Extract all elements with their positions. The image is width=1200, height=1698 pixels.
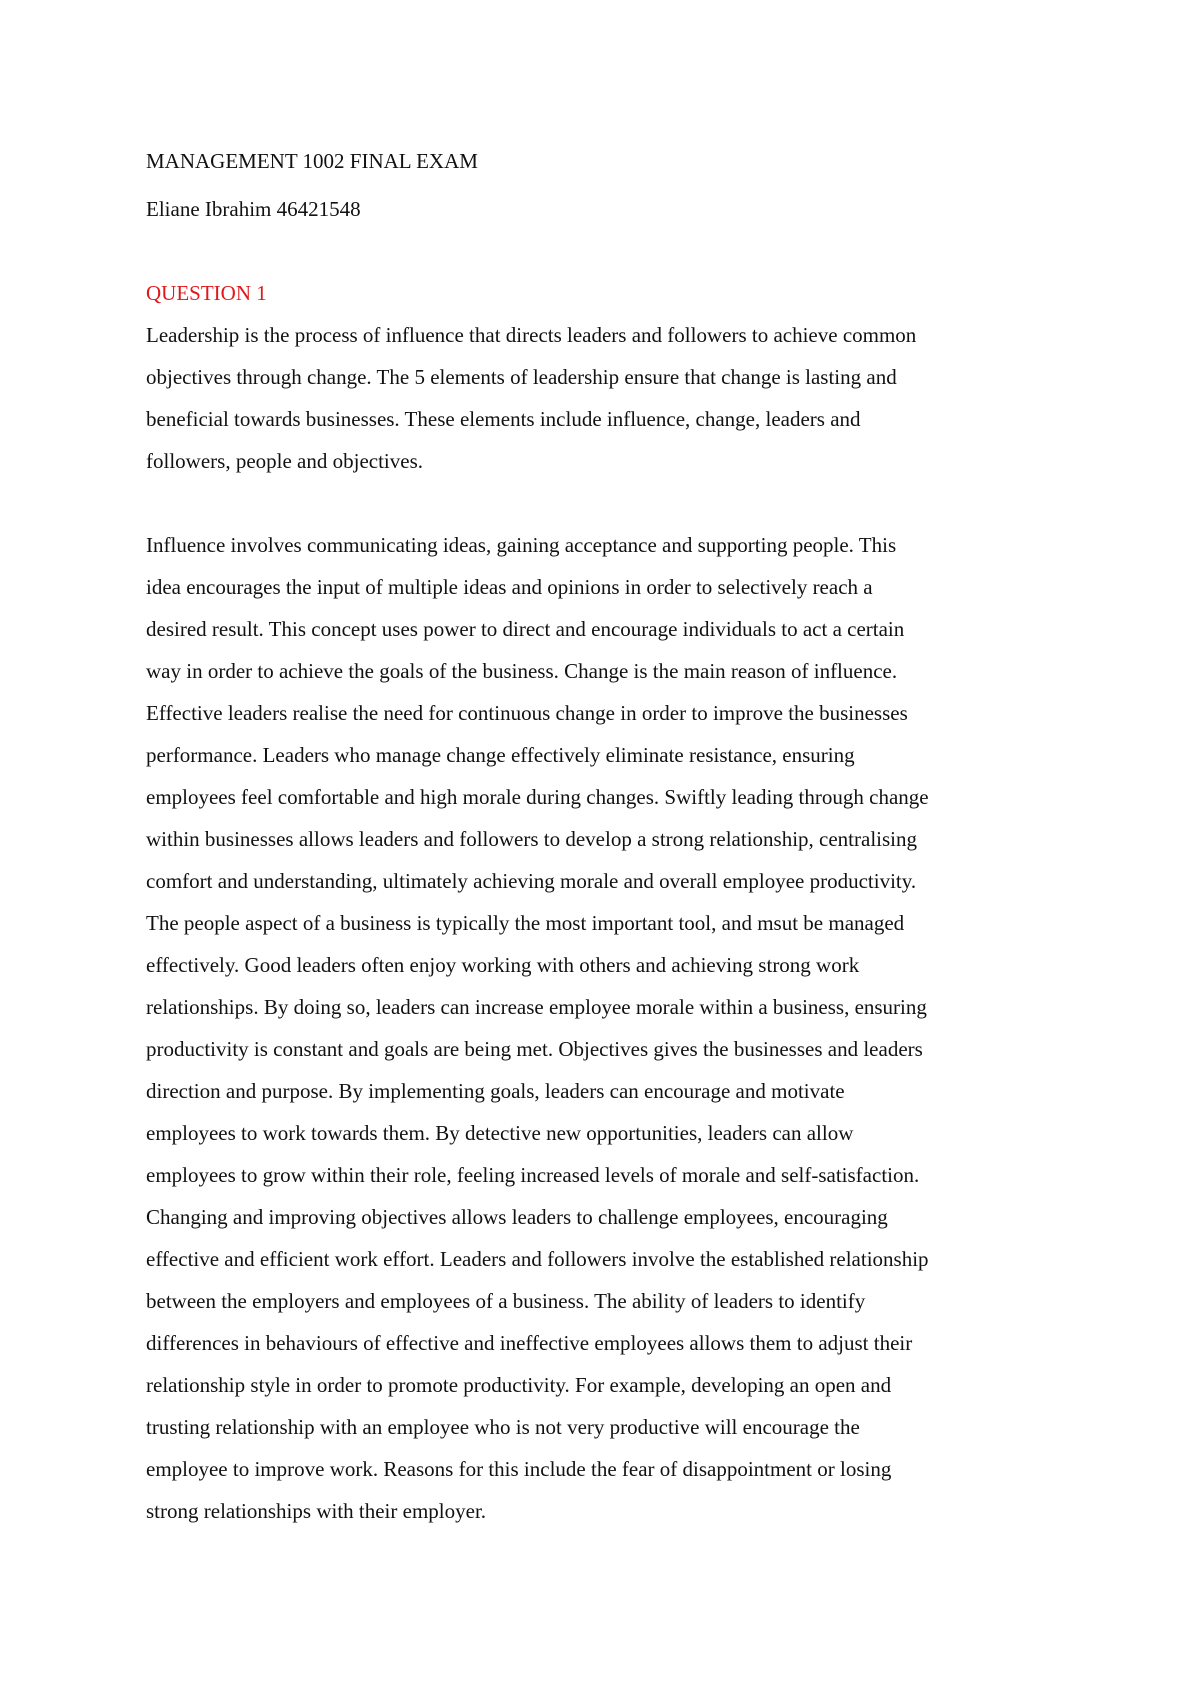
- text-line: desired result. This concept uses power to direct and encourage individuals to act a certain: [146, 617, 905, 641]
- text-line: employees feel comfortable and high morale during changes. Swiftly leading through change: [146, 785, 929, 809]
- text-line: differences in behaviours of effective and ineffective employees allows them to adjust their: [146, 1331, 913, 1355]
- text-line: employees to grow within their role, feeling increased levels of morale and self-satisfaction.: [146, 1163, 920, 1187]
- paragraph-1: [146, 314, 1066, 482]
- text-line: employees to work towards them. By detective new opportunities, leaders can allow: [146, 1121, 854, 1145]
- document-content: [146, 140, 1066, 1532]
- text-line: idea encourages the input of multiple ideas and opinions in order to selectively reach a: [146, 575, 873, 599]
- text-line: followers, people and objectives.: [146, 449, 423, 473]
- text-line: direction and purpose. By implementing goals, leaders can encourage and motivate: [146, 1079, 845, 1103]
- exam-title: MANAGEMENT 1002 FINAL EXAM: [146, 149, 478, 173]
- text-line: trusting relationship with an employee who is not very productive will encourage the: [146, 1415, 860, 1439]
- text-line: strong relationships with their employer.: [146, 1499, 487, 1523]
- text-line: productivity is constant and goals are being met. Objectives gives the businesses and leaders: [146, 1037, 923, 1061]
- text-line: objectives through change. The 5 elements of leadership ensure that change is lasting and: [146, 365, 897, 389]
- text-line: way in order to achieve the goals of the business. Change is the main reason of influence.: [146, 659, 898, 683]
- student-name-id: Eliane Ibrahim 46421548: [146, 197, 361, 221]
- text-line: Effective leaders realise the need for continuous change in order to improve the businesses: [146, 701, 908, 725]
- text-line: Leadership is the process of influence that directs leaders and followers to achieve common: [146, 323, 917, 347]
- text-line: Influence involves communicating ideas, gaining acceptance and supporting people. This: [146, 533, 897, 557]
- text-line: beneficial towards businesses. These elements include influence, change, leaders and: [146, 407, 861, 431]
- text-line: comfort and understanding, ultimately achieving morale and overall employee productivity.: [146, 869, 917, 893]
- text-line: employee to improve work. Reasons for this include the fear of disappointment or losing: [146, 1457, 892, 1481]
- text-line: The people aspect of a business is typically the most important tool, and msut be managed: [146, 911, 905, 935]
- question-heading: QUESTION 1: [146, 281, 267, 305]
- text-line: Changing and improving objectives allows leaders to challenge employees, encouraging: [146, 1205, 888, 1229]
- text-line: between the employers and employees of a business. The ability of leaders to identify: [146, 1289, 866, 1313]
- text-line: effective and efficient work effort. Leaders and followers involve the established relationship: [146, 1247, 929, 1271]
- text-line: within businesses allows leaders and followers to develop a strong relationship, centralising: [146, 827, 918, 851]
- text-line: effectively. Good leaders often enjoy working with others and achieving strong work: [146, 953, 860, 977]
- paragraph-gap: [146, 482, 1066, 524]
- paragraph-2: [146, 524, 1066, 1532]
- text-line: relationships. By doing so, leaders can increase employee morale within a business, ensuring: [146, 995, 927, 1019]
- text-line: performance. Leaders who manage change effectively eliminate resistance, ensuring: [146, 743, 855, 767]
- answer-body: [146, 314, 1066, 1532]
- text-line: relationship style in order to promote productivity. For example, developing an open and: [146, 1373, 892, 1397]
